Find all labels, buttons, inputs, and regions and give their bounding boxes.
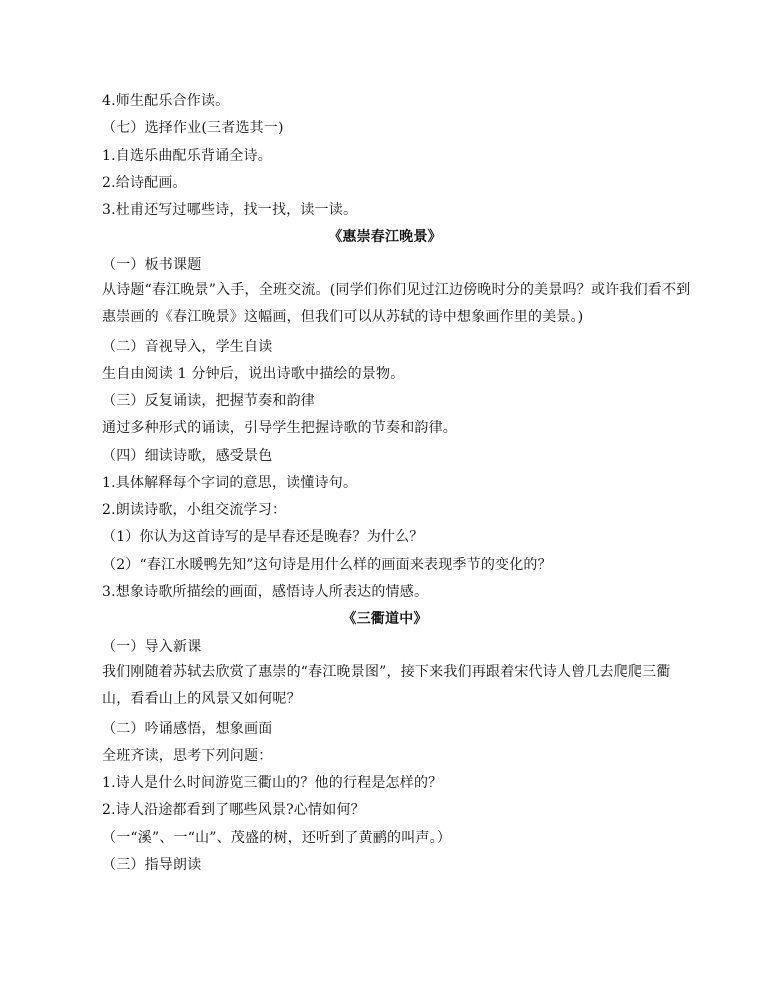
paragraph-text: 3.杜甫还写过哪些诗，找一找，读一读。 [102,202,358,218]
section-heading: （二）吟诵感悟，想象画面 [102,721,273,737]
paragraph-text: 通过多种形式的诵读，引导学生把握诗歌的节奏和韵律。 [102,420,457,436]
paragraph-text: 生自由阅读 1 分钟后，说出诗歌中描绘的景物。 [102,366,405,382]
paragraph-text: 1.自选乐曲配乐背诵全诗。 [102,148,272,164]
paragraph-text: 1.具体解释每个字词的意思，读懂诗句。 [102,475,358,491]
section-heading: （一）板书课题 [102,257,202,273]
paragraph-text: 从诗题“春江晚景”入手，全班交流。(同学们你们见过江边傍晚时分的美景吗？或许我们看不到惠崇画的《春江晚景》这幅画，但我们可以从苏轼的诗中想象画作里的美景。) [102,282,691,325]
paragraph-text: 我们刚随着苏轼去欣赏了惠崇的“春江晚景图”，接下来我们再跟着宋代诗人曾几去爬爬三衢山，看看山上的风景又如何呢？ [102,664,671,707]
section-heading: （七）选择作业(三者选其一) [102,120,284,136]
paragraph-text: 1.诗人是什么时间游览三衢山的？他的行程是怎样的？ [102,775,443,791]
paragraph-text: （2）“春江水暖鸭先知”这句诗是用什么样的画面来表现季节的变化的？ [102,557,552,573]
paragraph-text: 2.给诗配画。 [102,175,187,191]
poem-title: 《惠崇春江晚景》 [328,229,442,245]
paragraph-text: （一“溪”、一“山”、茂盛的树，还听到了黄鹂的叫声。） [102,830,452,846]
section-heading: （三）指导朗读 [102,857,202,873]
paragraph-text: 4.师生配乐合作读。 [102,93,230,109]
section-heading: （一）导入新课 [102,639,202,655]
paragraph-text: （1）你认为这首诗写的是早春还是晚春？为什么？ [102,529,424,545]
section-heading: （三）反复诵读，把握节奏和韵律 [102,393,315,409]
poem-title: 《三衢道中》 [342,611,428,627]
paragraph-text: 2.朗读诗歌，小组交流学习： [102,502,287,518]
section-heading: （二）音视导入，学生自读 [102,339,273,355]
paragraph-text: 3.想象诗歌所描绘的画面，感悟诗人所表达的情感。 [102,584,429,600]
paragraph-text: 2.诗人沿途都看到了哪些风景?心情如何？ [102,802,365,818]
section-heading: （四）细读诗歌，感受景色 [102,448,273,464]
paragraph-text: 全班齐读，思考下列问题： [102,748,273,764]
